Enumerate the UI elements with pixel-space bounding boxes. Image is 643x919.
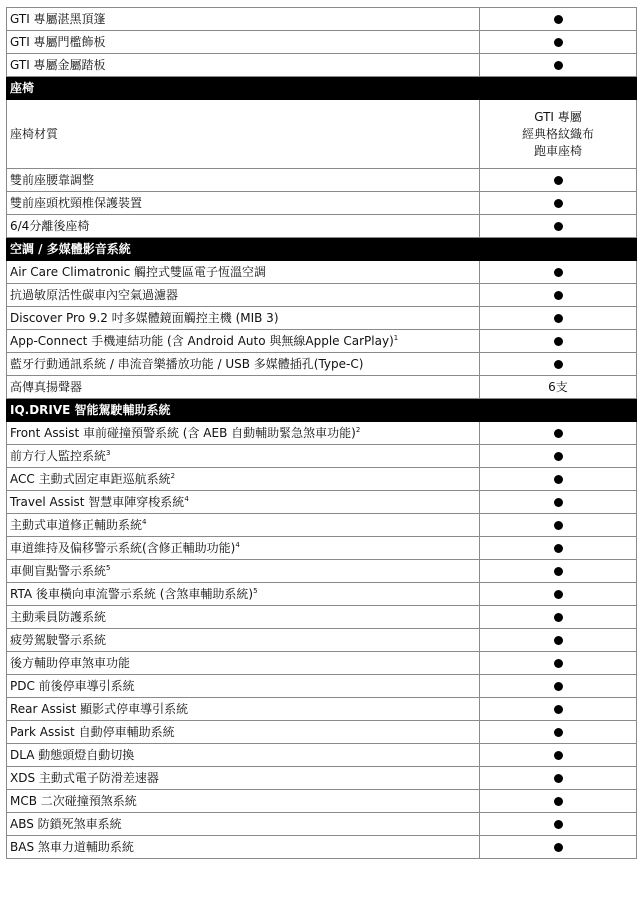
standard-equipment-dot-icon [554,360,563,369]
spec-label-text: Park Assist 自動停車輔助系統 [10,725,175,739]
spec-value [480,813,637,836]
spec-label [7,491,480,514]
standard-equipment-dot-icon [554,567,563,576]
spec-value [480,790,637,813]
spec-row [7,353,637,376]
footnote-marker: 4 [184,495,189,503]
spec-value [480,330,637,353]
section-title: 座椅 [7,77,637,100]
spec-value [480,537,637,560]
spec-label-text: 高傳真揚聲器 [10,380,83,394]
spec-value [480,744,637,767]
spec-row [7,652,637,675]
spec-value [480,422,637,445]
standard-equipment-dot-icon [554,613,563,622]
spec-value [480,629,637,652]
standard-equipment-dot-icon [554,498,563,507]
spec-label-text: Travel Assist 智慧車陣穿梭系統 [10,495,185,509]
spec-value [480,698,637,721]
spec-label-text: 抗過敏原活性碳車內空氣過濾器 [10,288,179,302]
spec-label-text: Rear Assist 顯影式停車導引系統 [10,702,189,716]
standard-equipment-dot-icon [554,429,563,438]
spec-table [6,7,637,859]
spec-label [7,744,480,767]
spec-value-line: 跑車座椅 [533,143,582,158]
spec-row [7,491,637,514]
standard-equipment-dot-icon [554,199,563,208]
spec-row [7,744,637,767]
spec-value [480,721,637,744]
spec-label [7,353,480,376]
standard-equipment-dot-icon [554,521,563,530]
spec-label [7,606,480,629]
spec-value [480,652,637,675]
spec-label [7,169,480,192]
spec-label-text: RTA 後車橫向車流警示系統 (含煞車輔助系統) [10,587,254,601]
spec-label [7,261,480,284]
spec-row [7,537,637,560]
spec-label [7,514,480,537]
standard-equipment-dot-icon [554,268,563,277]
spec-label-text: PDC 前後停車導引系統 [10,679,135,693]
spec-value [480,8,637,31]
spec-label [7,215,480,238]
section-header-row [7,77,637,100]
spec-label [7,537,480,560]
spec-row [7,790,637,813]
spec-label [7,54,480,77]
spec-label-text: GTI 專屬金屬踏板 [10,58,106,72]
spec-label-text: 雙前座腰靠調整 [10,173,95,187]
spec-label [7,652,480,675]
standard-equipment-dot-icon [554,774,563,783]
footnote-marker: 4 [142,518,147,526]
spec-row [7,583,637,606]
spec-value [480,514,637,537]
spec-label-text: 前方行人監控系統 [10,449,107,463]
footnote-marker: 1 [393,334,399,342]
standard-equipment-dot-icon [554,705,563,714]
standard-equipment-dot-icon [554,751,563,760]
spec-value [480,675,637,698]
spec-value [480,169,637,192]
section-header-row [7,238,637,261]
standard-equipment-dot-icon [554,682,563,691]
spec-label-text: 車道維持及偏移警示系統(含修正輔助功能) [10,541,236,555]
spec-label [7,721,480,744]
spec-value [480,54,637,77]
spec-label [7,284,480,307]
spec-label-text: 後方輔助停車煞車功能 [10,656,131,670]
standard-equipment-dot-icon [554,337,563,346]
spec-row [7,261,637,284]
standard-equipment-dot-icon [554,475,563,484]
spec-value [480,261,637,284]
spec-value [480,376,637,399]
standard-equipment-dot-icon [554,636,563,645]
standard-equipment-dot-icon [554,15,563,24]
spec-value [480,215,637,238]
spec-label-text: 主動式車道修正輔助系統 [10,518,143,532]
spec-label-text: 主動乘員防護系統 [10,610,107,624]
spec-value [480,445,637,468]
spec-label-text: ABS 防鎖死煞車系統 [10,817,122,831]
footnote-marker: 4 [235,541,240,549]
spec-row [7,376,637,399]
section-title: IQ.DRIVE 智能駕駛輔助系統 [7,399,637,422]
spec-row [7,445,637,468]
spec-label-text: 座椅材質 [10,127,59,141]
spec-label-text: 6/4分離後座椅 [10,219,90,233]
standard-equipment-dot-icon [554,659,563,668]
spec-value [480,468,637,491]
spec-value [480,307,637,330]
spec-row [7,169,637,192]
spec-label-text: Air Care Climatronic 觸控式雙區電子恆溫空調 [10,265,267,279]
spec-label-text: Front Assist 車前碰撞預警系統 (含 AEB 自動輔助緊急煞車功能) [10,426,356,440]
standard-equipment-dot-icon [554,314,563,323]
spec-label [7,422,480,445]
spec-value [480,192,637,215]
spec-label [7,790,480,813]
footnote-marker: 2 [170,472,176,480]
spec-label [7,100,480,169]
spec-label [7,31,480,54]
spec-row [7,698,637,721]
spec-value-line: 經典格紋織布 [521,126,594,141]
standard-equipment-dot-icon [554,291,563,300]
spec-value [480,31,637,54]
spec-value [480,100,637,169]
spec-row [7,767,637,790]
spec-value [480,836,637,859]
footnote-marker: 3 [106,449,111,457]
standard-equipment-dot-icon [554,820,563,829]
spec-label [7,698,480,721]
spec-label-text: 雙前座頭枕頸椎保護裝置 [10,196,143,210]
standard-equipment-dot-icon [554,61,563,70]
spec-label-text: 疲勞駕駛警示系統 [10,633,107,647]
standard-equipment-dot-icon [554,544,563,553]
spec-label-text: XDS 主動式電子防滑差速器 [10,771,159,785]
standard-equipment-dot-icon [554,452,563,461]
spec-label [7,767,480,790]
spec-label [7,307,480,330]
spec-row [7,560,637,583]
standard-equipment-dot-icon [554,38,563,47]
spec-row [7,836,637,859]
spec-row [7,330,637,353]
spec-label [7,445,480,468]
footnote-marker: 2 [355,426,361,434]
spec-value [480,560,637,583]
spec-table-body [7,8,637,859]
spec-label [7,376,480,399]
spec-label [7,560,480,583]
spec-value [480,491,637,514]
footnote-marker: 5 [106,564,111,572]
spec-label-text: DLA 動態頭燈自動切換 [10,748,135,762]
spec-row [7,307,637,330]
spec-row [7,284,637,307]
standard-equipment-dot-icon [554,728,563,737]
spec-row [7,514,637,537]
spec-value [480,353,637,376]
spec-label [7,836,480,859]
standard-equipment-dot-icon [554,222,563,231]
spec-label [7,468,480,491]
spec-label-text: Discover Pro 9.2 吋多媒體鏡面觸控主機 (MIB 3) [10,311,279,325]
spec-row [7,192,637,215]
spec-value-text: 6支 [548,380,568,394]
spec-row [7,468,637,491]
spec-value [480,583,637,606]
spec-label [7,629,480,652]
spec-label-text: App-Connect 手機連結功能 (含 Android Auto 與無線Apple CarPlay) [10,334,394,348]
spec-row [7,629,637,652]
spec-label-text: ACC 主動式固定車距巡航系統 [10,472,171,486]
spec-label-text: MCB 二次碰撞預煞系統 [10,794,137,808]
spec-value [480,606,637,629]
spec-row [7,721,637,744]
spec-label [7,8,480,31]
spec-label [7,192,480,215]
footnote-marker: 5 [253,587,258,595]
standard-equipment-dot-icon [554,176,563,185]
section-title: 空調 / 多媒體影音系統 [7,238,637,261]
spec-row [7,422,637,445]
spec-label-text: 藍牙行動通訊系統 / 串流音樂播放功能 / USB 多媒體插孔(Type-C) [10,357,364,371]
spec-label [7,583,480,606]
spec-row [7,606,637,629]
spec-value [480,767,637,790]
standard-equipment-dot-icon [554,590,563,599]
spec-label [7,813,480,836]
spec-label-text: GTI 專屬門檻飾板 [10,35,106,49]
standard-equipment-dot-icon [554,797,563,806]
spec-label [7,330,480,353]
spec-value-line: GTI 專屬 [534,109,582,124]
spec-row [7,675,637,698]
spec-label-text: 車側盲點警示系統 [10,564,107,578]
spec-row [7,31,637,54]
section-header-row [7,399,637,422]
spec-row [7,100,637,169]
spec-label [7,675,480,698]
spec-label-text: GTI 專屬湛黑頂篷 [10,12,106,26]
spec-value [480,284,637,307]
spec-row [7,215,637,238]
standard-equipment-dot-icon [554,843,563,852]
spec-row [7,8,637,31]
spec-label-text: BAS 煞車力道輔助系統 [10,840,134,854]
spec-row [7,813,637,836]
spec-row [7,54,637,77]
